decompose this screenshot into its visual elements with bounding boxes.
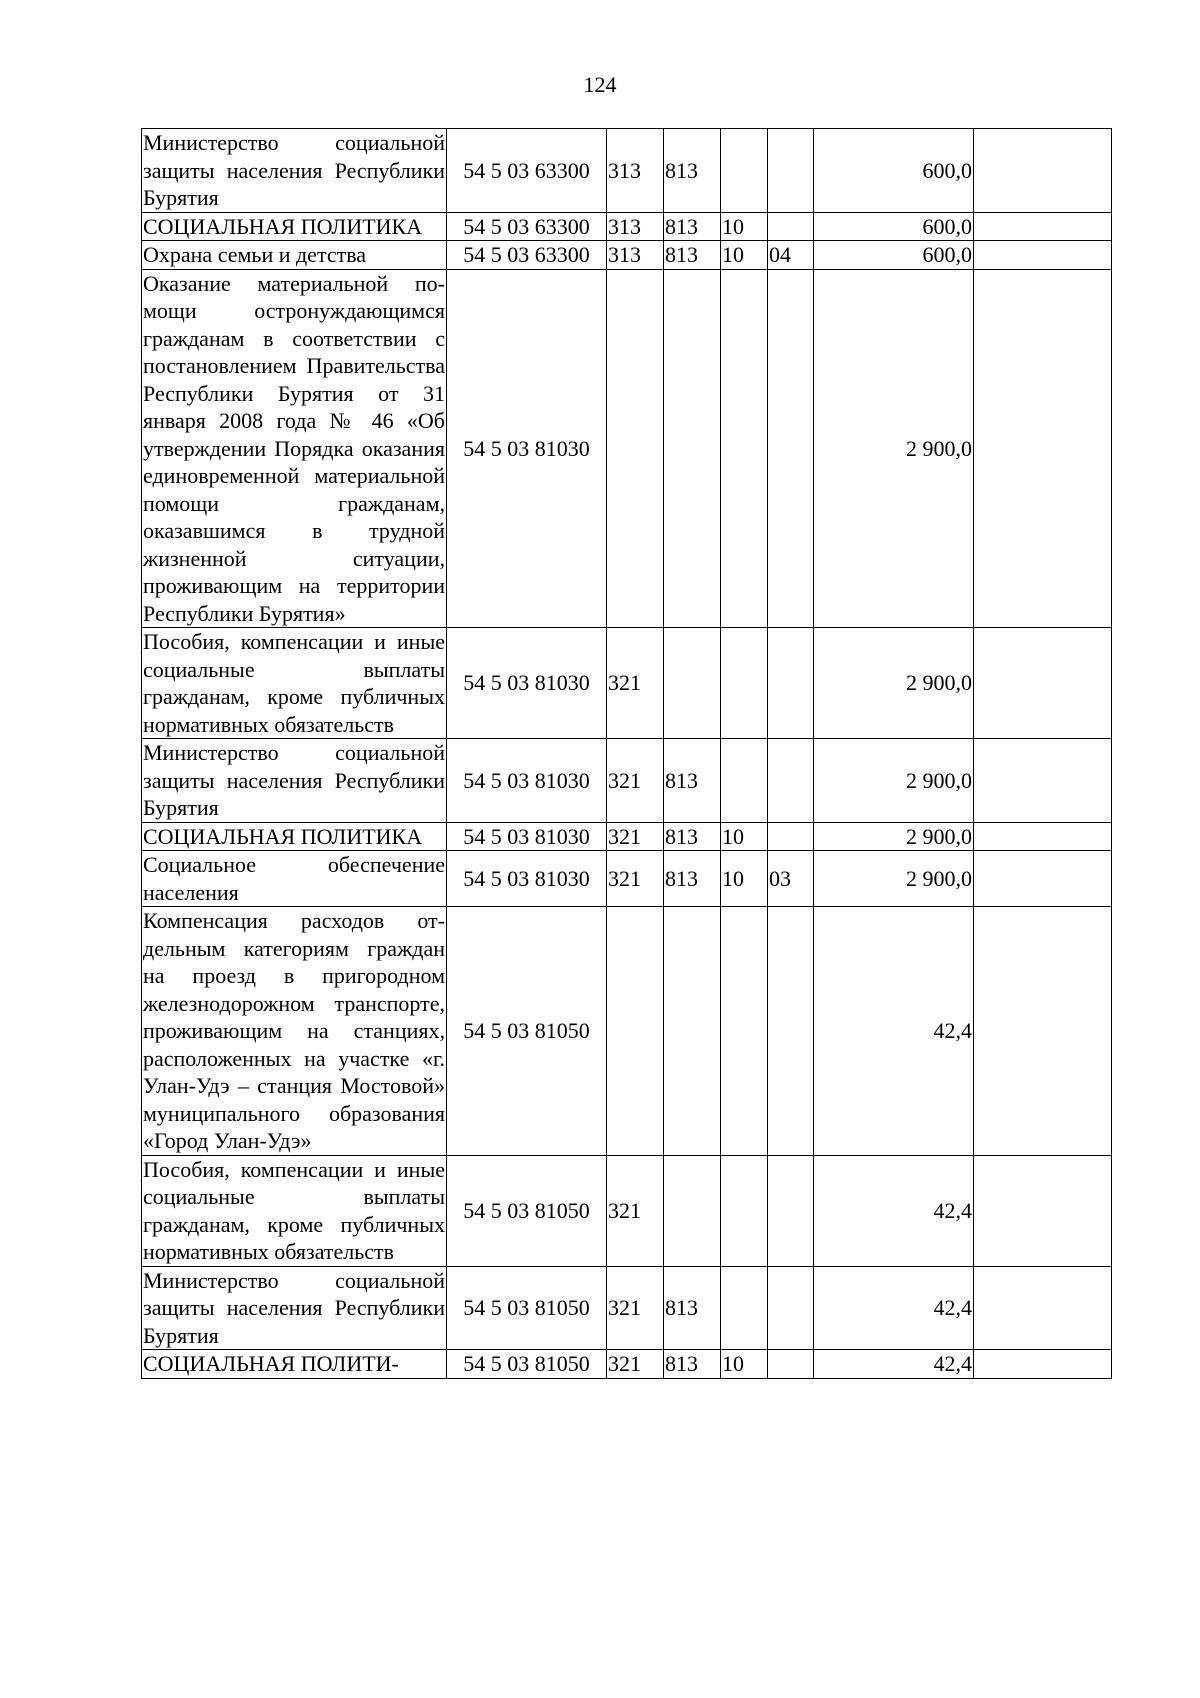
administrator-code	[664, 1155, 721, 1266]
empty-cell	[974, 628, 1112, 739]
administrator-code: 813	[664, 129, 721, 213]
table-row	[142, 739, 1112, 823]
row-description: Социальное обеспечение населения	[143, 852, 445, 905]
empty-cell	[974, 241, 1112, 270]
administrator-code: 813	[664, 739, 721, 823]
section-code	[721, 1155, 768, 1266]
target-article-code: 54 5 03 63300	[447, 129, 607, 213]
table-row	[142, 212, 1112, 241]
subsection-code	[768, 822, 814, 851]
expense-type-code: 321	[607, 822, 664, 851]
section-code: 10	[721, 1350, 768, 1379]
empty-cell	[974, 851, 1112, 907]
section-code	[721, 628, 768, 739]
amount-cell: 42,4	[814, 907, 974, 1156]
subsection-code	[768, 628, 814, 739]
amount-cell: 42,4	[814, 1350, 974, 1379]
target-article-code: 54 5 03 81050	[447, 907, 607, 1156]
expense-type-code: 321	[607, 739, 664, 823]
expense-type-code	[607, 907, 664, 1156]
table-row	[142, 269, 1112, 628]
target-article-code: 54 5 03 81030	[447, 822, 607, 851]
empty-cell	[974, 1266, 1112, 1350]
administrator-code: 813	[664, 822, 721, 851]
subsection-code	[768, 1155, 814, 1266]
table-row	[142, 907, 1112, 1156]
empty-cell	[974, 269, 1112, 628]
amount-cell: 2 900,0	[814, 822, 974, 851]
row-description: Компенсация расходов отдельным категориям граждан на проезд в пригородном железнодорожном транспорте, проживающим на станциях, расположенных на участке «г. Улан-Удэ – станция Мостовой» муниципального образования «Город Улан-Удэ»	[143, 908, 445, 1153]
empty-cell	[974, 1350, 1112, 1379]
subsection-code	[768, 739, 814, 823]
section-code	[721, 269, 768, 628]
row-description: Министерство социальной защиты населения Республики Бурятия	[143, 130, 445, 210]
administrator-code	[664, 907, 721, 1156]
amount-cell: 42,4	[814, 1266, 974, 1350]
empty-cell	[974, 212, 1112, 241]
row-description: Оказание материальной помощи остронуждающимся гражданам в соответствии с постановлением Правительства Республики Бурятия от 31 января 2008 года № 46 «Об утверждении Порядка оказания единовременной материальной помощи гражданам, оказавшимся в трудной жизненной ситуации, проживающим на территории Республики Бурятия»	[143, 270, 445, 626]
table-row	[142, 851, 1112, 907]
amount-cell: 2 900,0	[814, 269, 974, 628]
expense-type-code: 321	[607, 851, 664, 907]
table-row	[142, 129, 1112, 213]
section-code: 10	[721, 822, 768, 851]
section-code	[721, 1266, 768, 1350]
subsection-code	[768, 269, 814, 628]
expense-type-code: 321	[607, 628, 664, 739]
table-row	[142, 1155, 1112, 1266]
table-row	[142, 822, 1112, 851]
section-code: 10	[721, 851, 768, 907]
row-description: СОЦИАЛЬНАЯ ПОЛИТИ-	[142, 1350, 447, 1379]
budget-table	[141, 128, 1112, 1379]
target-article-code: 54 5 03 63300	[447, 212, 607, 241]
administrator-code: 813	[664, 1266, 721, 1350]
administrator-code: 813	[664, 212, 721, 241]
amount-cell: 42,4	[814, 1155, 974, 1266]
table-row	[142, 241, 1112, 270]
empty-cell	[974, 822, 1112, 851]
row-description: Пособия, компенсации и иные социальные выплаты гражданам, кроме публичных нормативных обязательств	[143, 629, 445, 737]
amount-cell: 2 900,0	[814, 739, 974, 823]
section-code: 10	[721, 212, 768, 241]
target-article-code: 54 5 03 81050	[447, 1155, 607, 1266]
row-description: СОЦИАЛЬНАЯ ПОЛИТИКА	[142, 822, 447, 851]
empty-cell	[974, 129, 1112, 213]
section-code	[721, 907, 768, 1156]
table-row	[142, 1266, 1112, 1350]
expense-type-code: 313	[607, 241, 664, 270]
table-row	[142, 1350, 1112, 1379]
empty-cell	[974, 907, 1112, 1156]
target-article-code: 54 5 03 81030	[447, 628, 607, 739]
amount-cell: 2 900,0	[814, 851, 974, 907]
administrator-code: 813	[664, 1350, 721, 1379]
target-article-code: 54 5 03 81030	[447, 269, 607, 628]
expense-type-code: 313	[607, 129, 664, 213]
amount-cell: 600,0	[814, 212, 974, 241]
administrator-code: 813	[664, 241, 721, 270]
section-code: 10	[721, 241, 768, 270]
target-article-code: 54 5 03 81050	[447, 1266, 607, 1350]
expense-type-code	[607, 269, 664, 628]
row-description: Пособия, компенсации и иные социальные выплаты гражданам, кроме публичных нормативных обязательств	[143, 1156, 445, 1264]
row-description: Министерство социальной защиты населения Республики Бурятия	[143, 1267, 445, 1348]
target-article-code: 54 5 03 81050	[447, 1350, 607, 1379]
administrator-code	[664, 269, 721, 628]
empty-cell	[974, 739, 1112, 823]
amount-cell: 2 900,0	[814, 628, 974, 739]
subsection-code: 03	[768, 851, 814, 907]
amount-cell: 600,0	[814, 241, 974, 270]
section-code	[721, 129, 768, 213]
section-code	[721, 739, 768, 823]
target-article-code: 54 5 03 81030	[447, 739, 607, 823]
subsection-code	[768, 212, 814, 241]
subsection-code	[768, 1350, 814, 1379]
row-description: СОЦИАЛЬНАЯ ПОЛИТИКА	[142, 212, 447, 241]
page-number: 124	[583, 72, 617, 97]
subsection-code: 04	[768, 241, 814, 270]
empty-cell	[974, 1155, 1112, 1266]
expense-type-code: 321	[607, 1155, 664, 1266]
row-description: Министерство социальной защиты населения Республики Бурятия	[143, 740, 445, 820]
subsection-code	[768, 907, 814, 1156]
expense-type-code: 313	[607, 212, 664, 241]
subsection-code	[768, 1266, 814, 1350]
expense-type-code: 321	[607, 1266, 664, 1350]
target-article-code: 54 5 03 81030	[447, 851, 607, 907]
subsection-code	[768, 129, 814, 213]
expense-type-code: 321	[607, 1350, 664, 1379]
target-article-code: 54 5 03 63300	[447, 241, 607, 270]
row-description: Охрана семьи и детства	[142, 241, 447, 270]
table-row	[142, 628, 1112, 739]
administrator-code	[664, 628, 721, 739]
amount-cell: 600,0	[814, 129, 974, 213]
administrator-code: 813	[664, 851, 721, 907]
